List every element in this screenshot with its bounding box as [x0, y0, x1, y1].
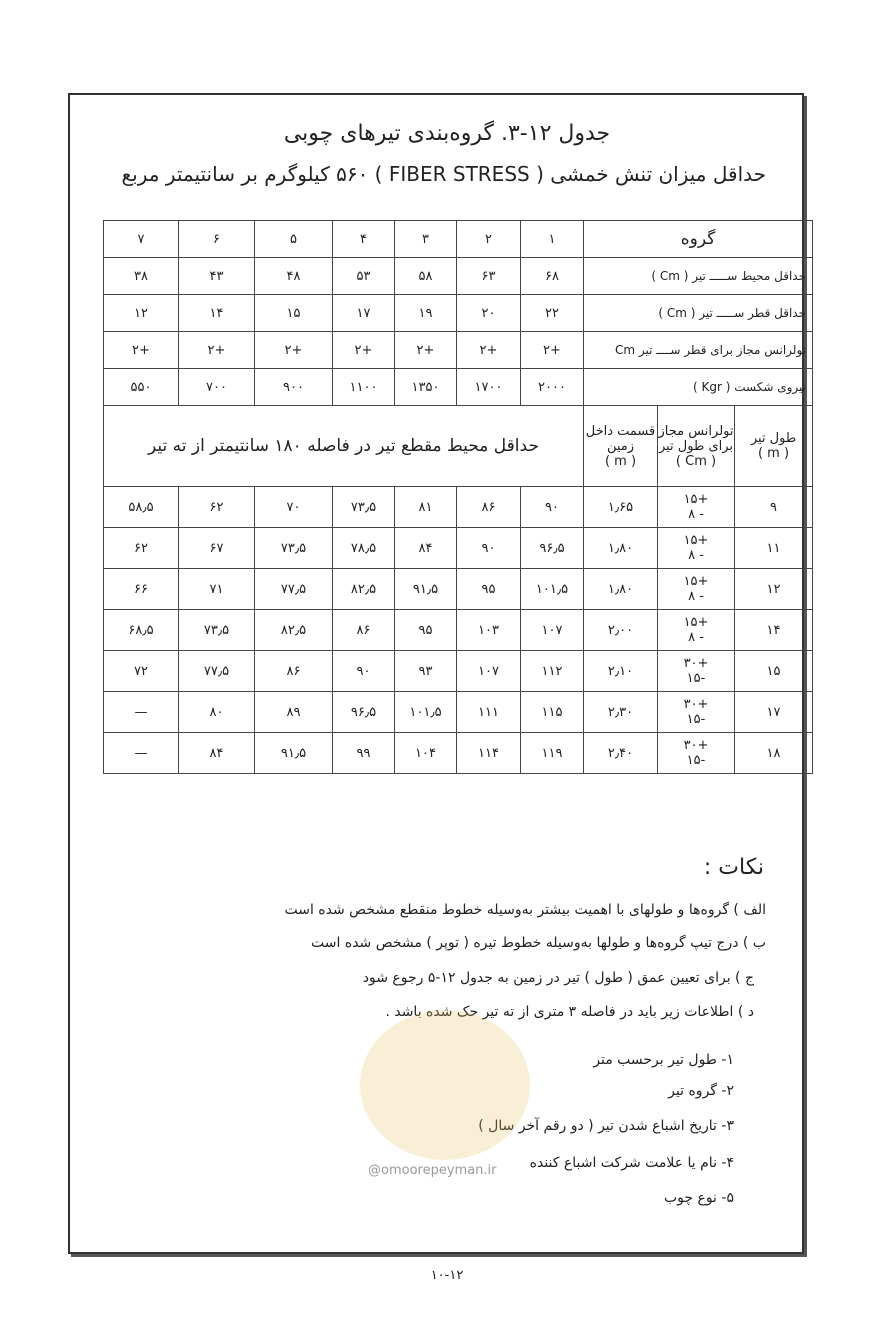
circumference-cell: ۸۶ [333, 610, 395, 651]
circumference-cell: ۹۶٫۵ [521, 528, 584, 569]
ground-header: قسمت داخل زمین [585, 423, 656, 454]
circumference-cell: ۹۶٫۵ [333, 692, 395, 733]
circumference-cell: ۸۴ [179, 733, 255, 774]
tol-plus: +۳۰ [683, 656, 709, 671]
value-cell: +۲ [104, 332, 179, 369]
length-cell: ۱۱ [735, 528, 813, 569]
circumference-cell: ۸۶ [255, 651, 333, 692]
value-cell: ۲۲ [521, 295, 584, 332]
table-row [104, 369, 813, 406]
group-number: ۵ [255, 221, 333, 258]
circumference-cell: ۸۰ [179, 692, 255, 733]
circumference-cell: ۹۵ [395, 610, 457, 651]
value-cell: ۶۳ [457, 258, 521, 295]
notes-title: نکات : [703, 855, 764, 880]
circumference-cell: — [104, 733, 179, 774]
tol-plus: +۳۰ [683, 738, 709, 753]
tolerance-cell [658, 487, 735, 528]
length-row [104, 733, 813, 774]
ground-unit: ( m ) [604, 453, 637, 469]
value-cell: +۲ [333, 332, 395, 369]
circumference-cell: ۱۱۱ [457, 692, 521, 733]
sub-item-3: ۳- تاریخ اشباع شدن تیر ( دو رقم آخر سال ) [478, 1118, 734, 1134]
table-row [104, 258, 813, 295]
value-cell: +۲ [179, 332, 255, 369]
value-cell: ۱۵ [255, 295, 333, 332]
tol-minus: - ۸ [688, 589, 704, 604]
circumference-cell: ۱۱۹ [521, 733, 584, 774]
table-header-row [104, 221, 813, 258]
circumference-cell: ۱۰۱٫۵ [521, 569, 584, 610]
value-cell: ۴۳ [179, 258, 255, 295]
tolerance-cell [658, 651, 735, 692]
tolerance-header-cell [658, 406, 735, 487]
value-cell: ۱۱۰۰ [333, 369, 395, 406]
ground-cell: ۲٫۰۰ [584, 610, 658, 651]
length-row [104, 528, 813, 569]
circumference-cell: ۱۱۵ [521, 692, 584, 733]
note-c: ج ) برای تعیین عمق ( طول ) تیر در زمین به جدول ۱۲-۵ رجوع شود [362, 970, 754, 986]
value-cell: ۶۸ [521, 258, 584, 295]
circumference-cell: ۶۲ [179, 487, 255, 528]
length-cell: ۹ [735, 487, 813, 528]
circumference-cell: ۱۱۲ [521, 651, 584, 692]
length-cell: ۱۷ [735, 692, 813, 733]
circumference-cell: ۹۱٫۵ [395, 569, 457, 610]
circumference-cell: ۷۷٫۵ [179, 651, 255, 692]
row-label: تولرانس مجاز برای قطر ســــ تیر Cm [584, 332, 813, 369]
group-header: گروه [584, 221, 813, 258]
table-row [104, 295, 813, 332]
value-cell: ۷۰۰ [179, 369, 255, 406]
circumference-cell: ۱۰۳ [457, 610, 521, 651]
ground-cell: ۲٫۴۰ [584, 733, 658, 774]
tol-minus: -۱۵ [686, 671, 706, 686]
circumference-cell: ۷۳٫۵ [333, 487, 395, 528]
row-label: حداقل محیط ســـــ تیر ( Cm ) [584, 258, 813, 295]
ground-cell: ۲٫۳۰ [584, 692, 658, 733]
circumference-cell: ۱۰۴ [395, 733, 457, 774]
circumference-cell: ۶۷ [179, 528, 255, 569]
circumference-cell: ۵۸٫۵ [104, 487, 179, 528]
circumference-cell: ۹۹ [333, 733, 395, 774]
circumference-cell: ۸۴ [395, 528, 457, 569]
sub-item-4: ۴- نام یا علامت شرکت اشباع کننده [529, 1155, 734, 1171]
value-cell: ۹۰۰ [255, 369, 333, 406]
note-a: الف ) گروه‌ها و طولهای با اهمیت بیشتر به‌وسیله خطوط منقطع مشخص شده است [284, 902, 766, 918]
length-row [104, 651, 813, 692]
circumference-cell: ۷۰ [255, 487, 333, 528]
circumference-cell: ۸۲٫۵ [333, 569, 395, 610]
row-label: نیروی شکست ( Kgr ) [584, 369, 813, 406]
circumference-cell: ۷۳٫۵ [255, 528, 333, 569]
tolerance-cell [658, 528, 735, 569]
tol-plus: +۱۵ [683, 492, 709, 507]
ground-cell: ۱٫۸۰ [584, 569, 658, 610]
tolerance-header: تولرانس مجاز برای طول تیر ( Cm ) [658, 423, 734, 469]
length-cell: ۱۲ [735, 569, 813, 610]
group-number: ۴ [333, 221, 395, 258]
group-number: ۷ [104, 221, 179, 258]
value-cell: ۵۸ [395, 258, 457, 295]
tol-minus: -۱۵ [686, 753, 706, 768]
circumference-cell: ۶۲ [104, 528, 179, 569]
circumference-cell: ۱۰۱٫۵ [395, 692, 457, 733]
tol-minus: - ۸ [688, 548, 704, 563]
page-number: ۱۰-۱۲ [430, 1268, 464, 1283]
circumference-cell: ۹۰ [457, 528, 521, 569]
group-number: ۲ [457, 221, 521, 258]
circumference-cell: ۷۲ [104, 651, 179, 692]
table-subtitle: حداقل میزان تنش خمشی ( FIBER STRESS ) ۵۶۰ کیلوگرم بر سانتیمتر مربع [121, 162, 766, 186]
ground-cell: ۱٫۶۵ [584, 487, 658, 528]
length-unit: ( m ) [757, 446, 790, 461]
value-cell: ۱۲ [104, 295, 179, 332]
tol-plus: +۳۰ [683, 697, 709, 712]
group-number: ۱ [521, 221, 584, 258]
tol-minus: -۱۵ [686, 712, 706, 727]
tol-plus: +۱۵ [683, 533, 709, 548]
circumference-cell: ۷۸٫۵ [333, 528, 395, 569]
circumference-cell: ۱۰۷ [457, 651, 521, 692]
circumference-cell: ۹۰ [333, 651, 395, 692]
value-cell: +۲ [255, 332, 333, 369]
circumference-cell: ۶۸٫۵ [104, 610, 179, 651]
row-label: حداقل قطر ســـــ تیر ( Cm ) [584, 295, 813, 332]
tol-plus: +۱۵ [683, 615, 709, 630]
table-row [104, 332, 813, 369]
circumference-cell: ۸۶ [457, 487, 521, 528]
circumference-cell: ۱۰۷ [521, 610, 584, 651]
length-cell: ۱۸ [735, 733, 813, 774]
value-cell: ۵۳ [333, 258, 395, 295]
circumference-cell: ۶۶ [104, 569, 179, 610]
sub-item-1: ۱- طول تیر برحسب متر [593, 1052, 734, 1068]
note-b: ب ) درج تیپ گروه‌ها و طولها به‌وسیله خطوط تیره ( توپر ) مشخص شده است [311, 935, 766, 951]
value-cell: ۵۵۰ [104, 369, 179, 406]
sub-item-2: ۲- گروه تیر [668, 1083, 734, 1099]
length-row [104, 569, 813, 610]
length-row [104, 692, 813, 733]
length-header: طول تیر [750, 431, 797, 446]
circumference-cell: — [104, 692, 179, 733]
value-cell: +۲ [521, 332, 584, 369]
note-d: د ) اطلاعات زیر باید در فاصله ۳ متری از ته تیر حک شده باشد . [385, 1004, 754, 1020]
length-row [104, 487, 813, 528]
table-title: جدول ۱۲-۳. گروه‌بندی تیرهای چوبی [283, 121, 611, 146]
circumference-cell: ۸۲٫۵ [255, 610, 333, 651]
value-cell: ۱۳۵۰ [395, 369, 457, 406]
circumference-cell: ۷۱ [179, 569, 255, 610]
value-cell: ۴۸ [255, 258, 333, 295]
tol-minus: - ۸ [688, 507, 704, 522]
tolerance-cell [658, 692, 735, 733]
ground-cell: ۱٫۸۰ [584, 528, 658, 569]
circumference-cell: ۹۰ [521, 487, 584, 528]
group-number: ۶ [179, 221, 255, 258]
logo-stamp [360, 1010, 530, 1160]
circumference-header: حداقل محیط مقطع تیر در فاصله ۱۸۰ سانتیمتر از ته تیر [104, 406, 584, 487]
value-cell: ۲۰ [457, 295, 521, 332]
value-cell: ۱۹ [395, 295, 457, 332]
grouping-table [103, 220, 813, 774]
circumference-cell: ۱۱۴ [457, 733, 521, 774]
tol-minus: - ۸ [688, 630, 704, 645]
tol-plus: +۱۵ [683, 574, 709, 589]
circumference-cell: ۹۱٫۵ [255, 733, 333, 774]
circumference-cell: ۷۷٫۵ [255, 569, 333, 610]
circumference-cell: ۹۵ [457, 569, 521, 610]
length-row [104, 610, 813, 651]
tolerance-cell [658, 610, 735, 651]
ground-header-cell [584, 406, 658, 487]
value-cell: ۳۸ [104, 258, 179, 295]
value-cell: ۱۷۰۰ [457, 369, 521, 406]
tolerance-cell [658, 733, 735, 774]
watermark: @omoorepeyman.ir [368, 1163, 497, 1178]
group-number: ۳ [395, 221, 457, 258]
ground-cell: ۲٫۱۰ [584, 651, 658, 692]
value-cell: ۱۷ [333, 295, 395, 332]
circumference-cell: ۸۱ [395, 487, 457, 528]
circumference-cell: ۸۹ [255, 692, 333, 733]
value-cell: ۱۴ [179, 295, 255, 332]
length-cell: ۱۴ [735, 610, 813, 651]
circumference-cell: ۷۳٫۵ [179, 610, 255, 651]
length-header-cell [735, 406, 813, 487]
sub-header-row [104, 406, 813, 487]
value-cell: +۲ [395, 332, 457, 369]
value-cell: ۲۰۰۰ [521, 369, 584, 406]
sub-item-5: ۵- نوع چوب [663, 1190, 734, 1206]
circumference-cell: ۹۳ [395, 651, 457, 692]
tolerance-cell [658, 569, 735, 610]
length-cell: ۱۵ [735, 651, 813, 692]
value-cell: +۲ [457, 332, 521, 369]
